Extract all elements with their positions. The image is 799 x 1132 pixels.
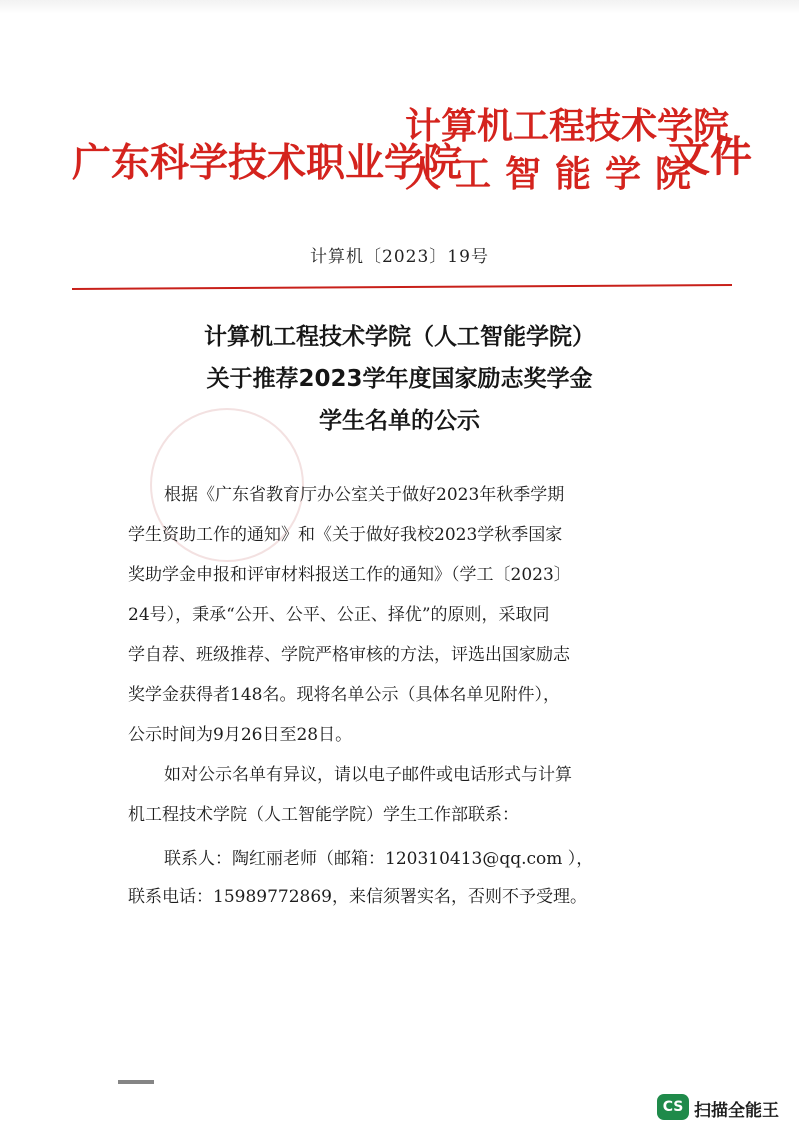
camscanner-logo-icon: CS [657, 1094, 689, 1120]
red-divider [72, 284, 732, 290]
body-line: 机工程技术学院（人工智能学院）学生工作部联系： [128, 805, 519, 825]
header-issuer-middle-bottom: 人工智能学院 [405, 154, 706, 195]
title-line-3: 学生名单的公示 [319, 408, 480, 434]
header-doc-type: 文件 [668, 132, 753, 181]
body-line: 学自荐、班级推荐、学院严格审核的方法，评选出国家励志 [128, 645, 570, 665]
body-line: 奖学金获得者148名。现将名单公示（具体名单见附件）， [128, 685, 560, 705]
scan-edge [0, 0, 799, 14]
camscanner-watermark: 扫描全能王 [694, 1101, 779, 1121]
title-line-1: 计算机工程技术学院（人工智能学院） [204, 324, 595, 350]
body-line: 根据《广东省教育厅办公室关于做好2023年秋季学期 [164, 485, 565, 505]
body-line: 学生资助工作的通知》和《关于做好我校2023学秋季国家 [128, 525, 563, 545]
title-line-2: 关于推荐2023学年度国家励志奖学金 [206, 366, 593, 392]
body-line: 公示时间为9月26日至28日。 [128, 725, 353, 745]
header-issuer-left: 广东科学技术职业学院 [72, 141, 463, 186]
header-issuer-middle-top: 计算机工程技术学院 [405, 106, 730, 147]
scan-artifact [118, 1080, 154, 1084]
body-line: 如对公示名单有异议，请以电子邮件或电话形式与计算 [164, 765, 572, 785]
body-line: 奖助学金申报和评审材料报送工作的通知》（学工〔2023〕 [128, 565, 571, 585]
body-line: 联系电话：15989772869，来信须署实名，否则不予受理。 [128, 887, 587, 907]
body-line: 24号），秉承“公开、公平、公正、择优”的原则，采取同 [128, 605, 550, 625]
document-number: 计算机〔2023〕19号 [310, 247, 489, 267]
body-line: 联系人：陶红丽老师（邮箱：120310413@qq.com ）， [164, 849, 594, 869]
